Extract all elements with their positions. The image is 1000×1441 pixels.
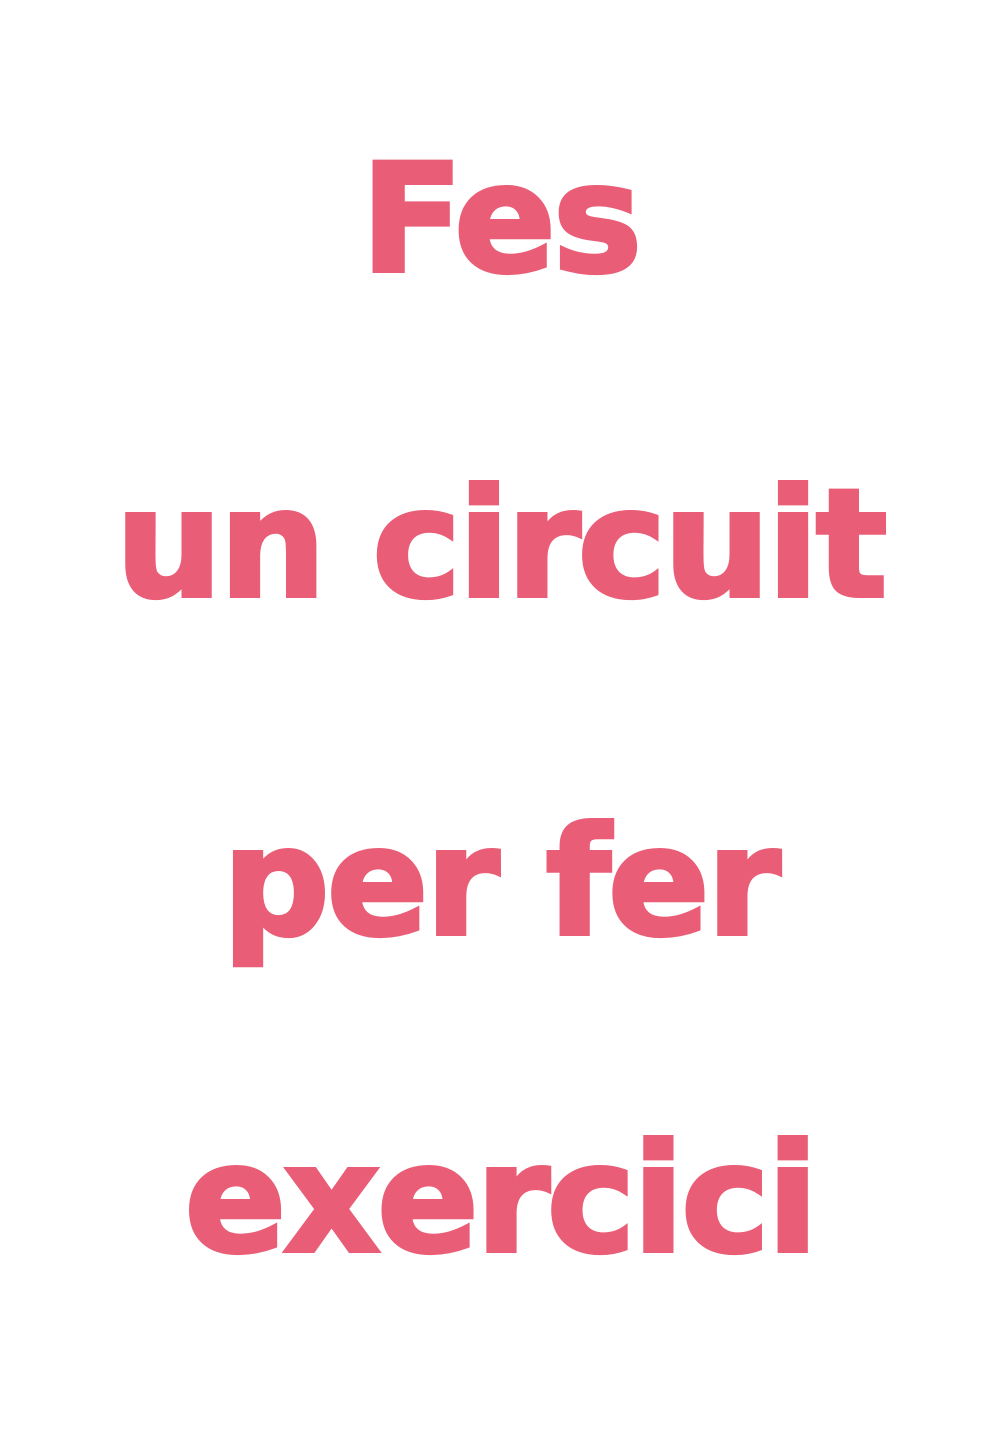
poster-line-4: exercici xyxy=(184,1113,816,1287)
poster-line-2: un circuit xyxy=(115,458,885,632)
poster-line-1: Fes xyxy=(360,133,640,307)
poster-line-3: per fer xyxy=(222,796,778,970)
